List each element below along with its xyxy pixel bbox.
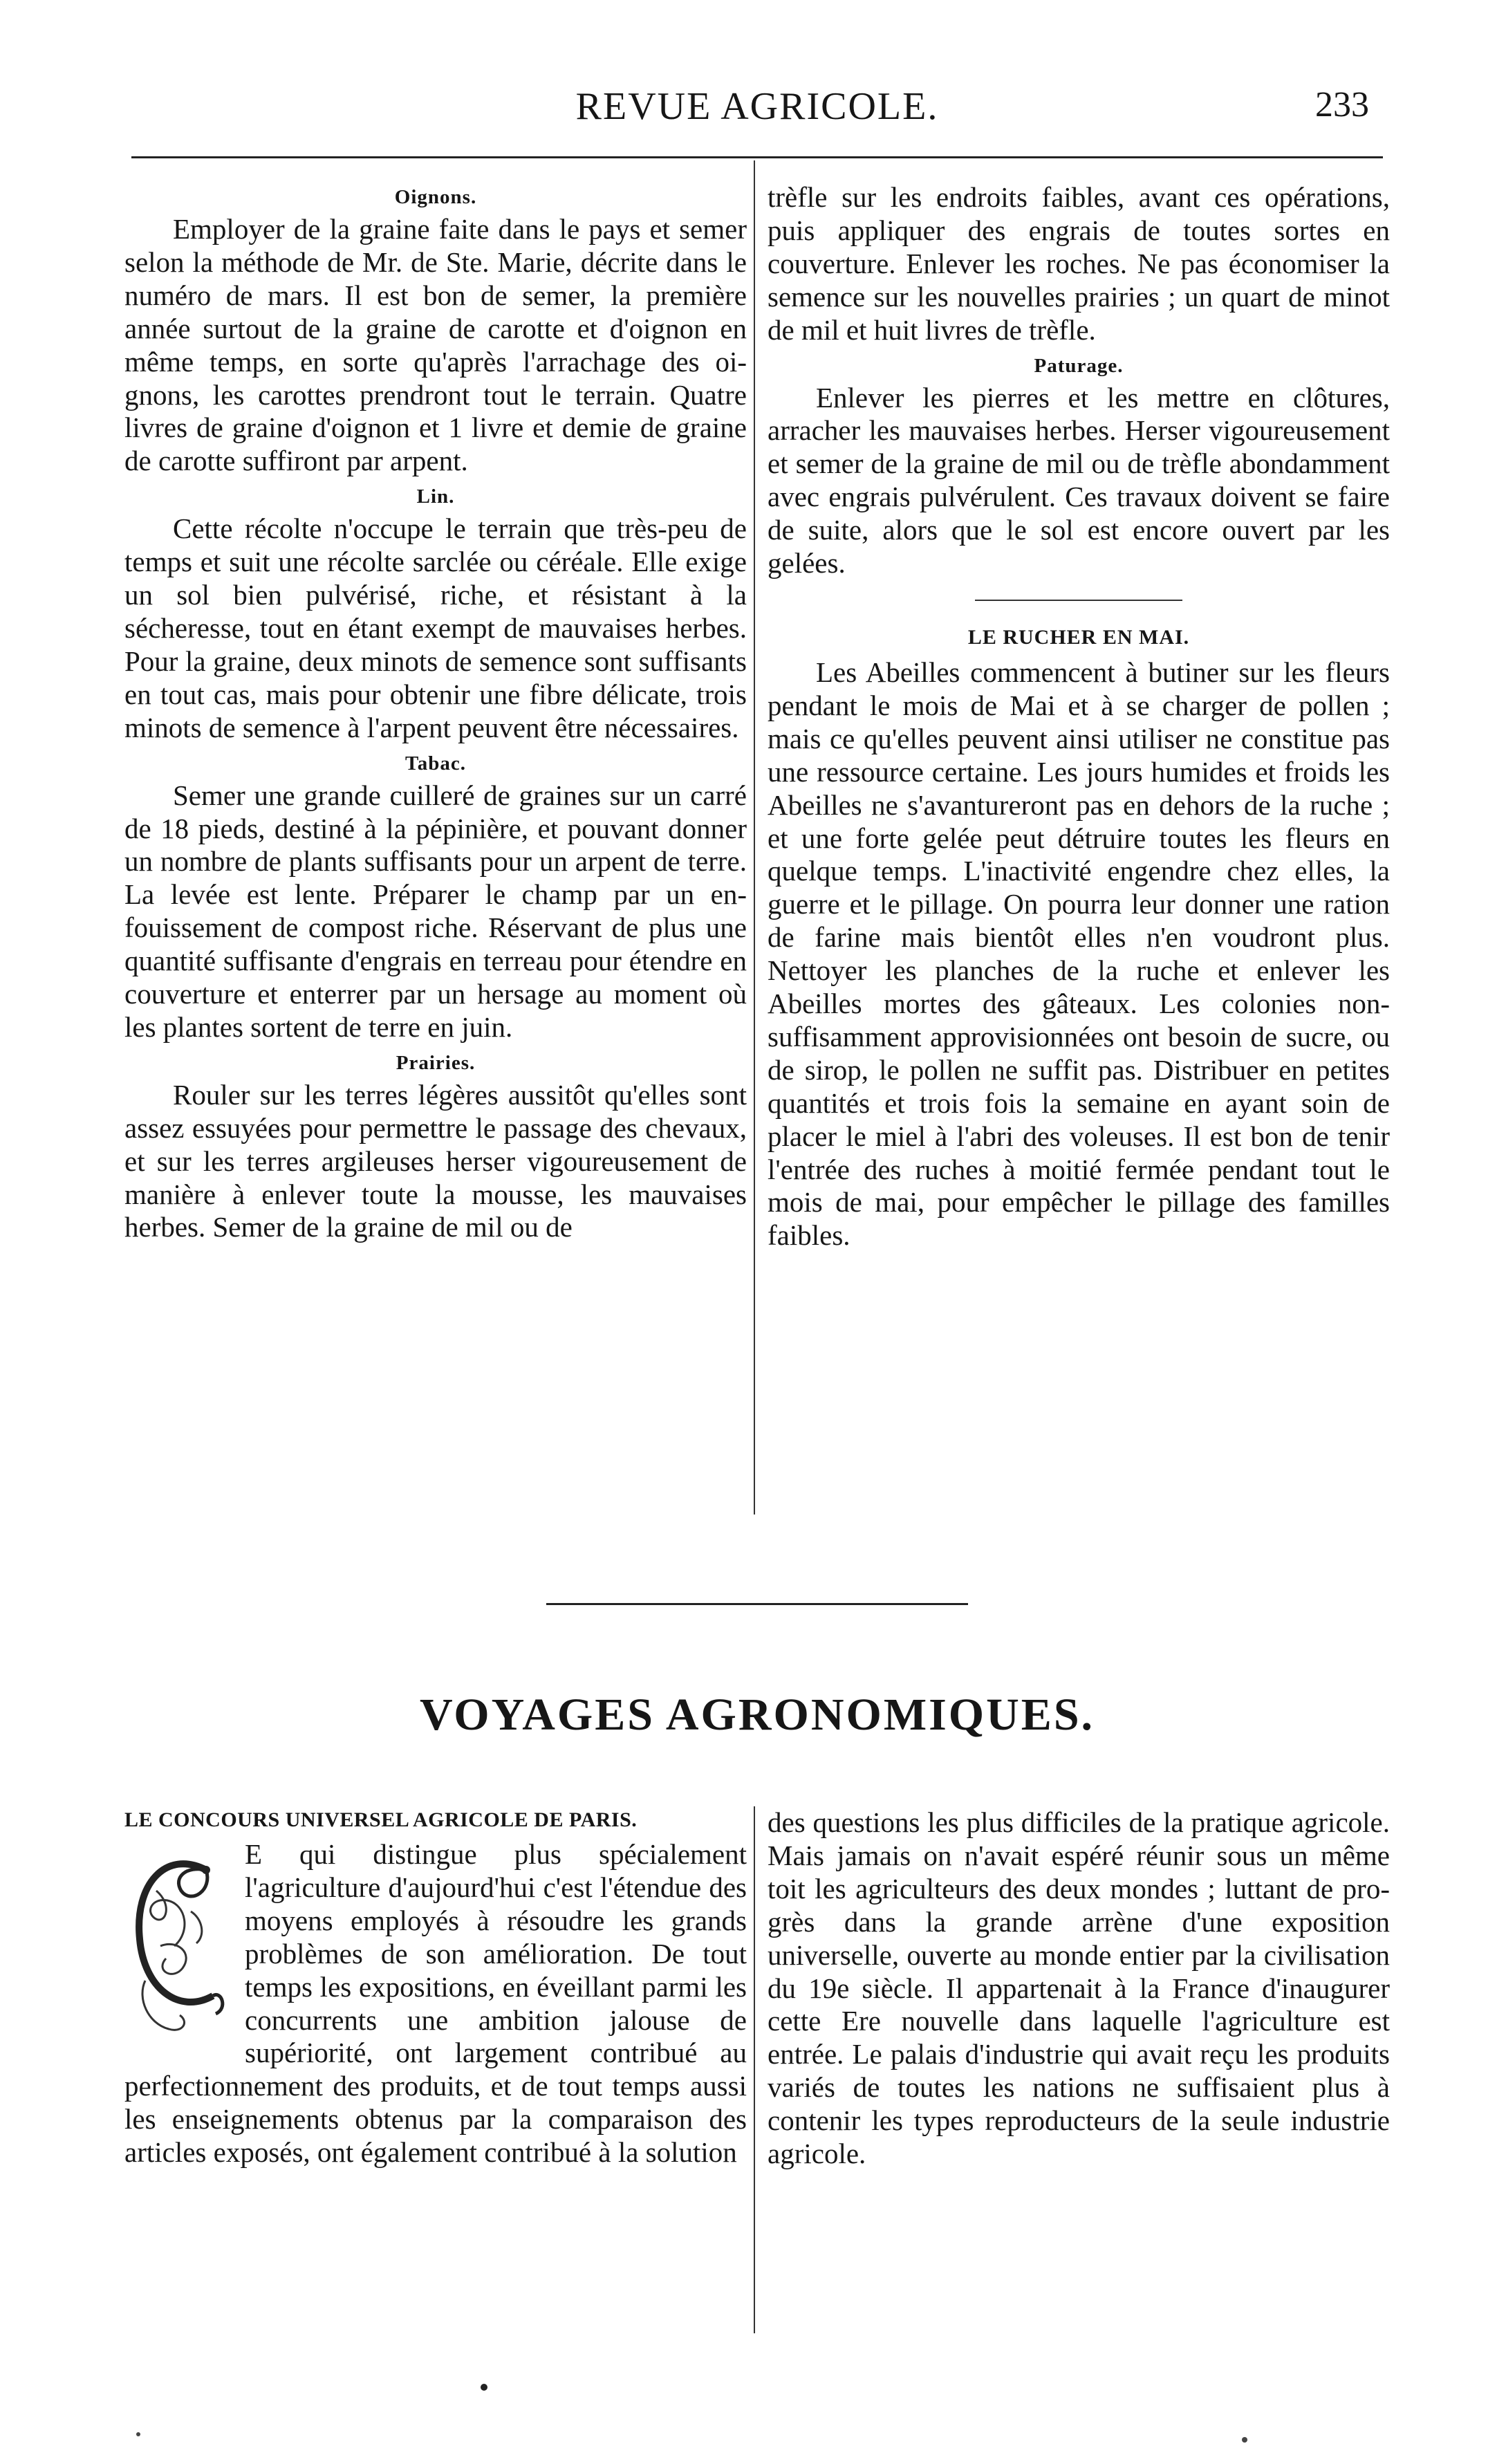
speck [1242,2437,1247,2443]
rucher-heading: LE RUCHER EN MAI. [967,625,1190,649]
tabac-heading: Tabac. [405,752,466,775]
oignons-paragraph: Employer de la graine faite dans le pays et semer selon la méthode de Mr. de Ste. Marie, décrite dans le numéro de mars. Il est bon de semer, la première année surtout de la graine de carotte et d'oignon en même temps, en sorte qu'après l'arrachage des oignons, les carottes prendront tout le terrain. Quatre livres de graine d'oignon et 1 livre et demie de graine de carotte suffiront par arpent. [124,213,747,477]
column-divider-top [754,160,755,1514]
oignons-heading: Oignons. [394,186,477,208]
column-divider-bottom [754,1806,755,2333]
prairies-paragraph: Rouler sur les terres légères aussitôt qu'elles sont assez essuyées pour permettre le passage des chevaux, et sur les terres argileuses herser vigoureusement de manière à enlever toute la mousse, les mauvaises herbes. Semer de la graine de mil ou de [124,1078,747,1243]
left-column-bottom [124,1806,747,2346]
header-rule [131,156,1383,158]
speck [136,2432,140,2436]
article-paragraph-left: E qui distingue plus spécialement l'agriculture d'aujourd'hui c'est l'étendue des moyens employés à résoudre les grands problèmes de son amélioration. De tout temps les expositions, en éveillant parmi les concurrents une ambition jalouse de supériorité, ont largement contribué au perfectionnement des produits, et de tout temps aussi les enseignements obtenus par la comparaison des articles exposés, ont également contribué à la solution [124,1838,747,2169]
prairies-heading: Prairies. [396,1051,476,1074]
article-paragraph-right: des questions les plus difficiles de la pratique agricole. Mais jamais on n'avait espéré réunir sous un même toit les agriculteurs des deux mondes ; luttant de progrès dans la grande arrène d'une exposition universelle, ouverte au monde entier par la civilisation du 19e siècle. Il appartenait à la France d'inaugurer cette Ere nouvelle dans laquelle l'agriculture est entrée. Le palais d'industrie qui avait reçu les produits variés de toutes les nations ne suffisaient plus à contenir les types reproducteurs de la seule industrie agricole. [768,1806,1390,2170]
right-column-top [768,181,1390,1554]
rucher-paragraph: Les Abeilles commencent à butiner sur les fleurs pendant le mois de Mai et à se charger de pollen ; mais ce qu'elles peuvent ainsi utiliser ne constitue pas une ressource certaine. Les jours humides et froids les Abeilles ne s'avantureront pas en dehors de la ruche ; et une forte gelée peut détruire toutes les fleurs en quelque temps. L'inactivité engendre chez elles, la guerre et le pillage. On pourra leur donner une ration de farine mais bientôt elles n'en voudront plus. Nettoyer les planches de la ruche et enlever les Abeilles mortes des gâteaux. Les colonies non-suffisamment approvisionnées ont besoin de sucre, ou de sirop, le pollen ne suffit pas. Distribuer en petites quantités et trois fois la semaine en ayant soin de placer le miel à l'abri des voleuses. Il est bon de tenir l'entrée des ruches à moitié fermée pendant tout le mois de mai, pour empêcher le pillage des familles faibles. [768,656,1390,1252]
section-rule [546,1603,968,1605]
dropcap-ornament [124,1842,235,2050]
speck [481,2384,487,2391]
section-title: VOYAGES AGRONOMIQUES. [419,1689,1095,1740]
right-column-bottom [768,1806,1390,2346]
prairies-continuation: trèfle sur les endroits faibles, avant ces opérations, puis appliquer des engrais de toutes sortes en couverture. Enlever les roches. Ne pas économiser la semence sur les nouvelles prairies ; un quart de minot de mil et huit livres de trèfle. [768,181,1390,346]
paturage-paragraph: Enlever les pierres et les mettre en clôtures, arracher les mauvaises herbes. Herser vigoureusement et semer de la graine de mil ou de trèfle abondamment avec engrais pulvérulent. Ces travaux doivent se faire de suite, alors que le sol est encore ouvert par les gelées. [768,381,1390,580]
page-number: 233 [1315,85,1369,124]
lin-heading: Lin. [416,485,455,508]
article-heading: LE CONCOURS UNIVERSEL AGRICOLE DE PARIS. [124,1808,638,1831]
tabac-paragraph: Semer une grande cuilleré de graines sur un carré de 18 pieds, destiné à la pépinière, et pouvant donner un nombre de plants suffisants pour un arpent de terre. La levée est lente. Préparer le champ par un enfouissement de compost riche. Réservant de plus une quantité suffisante d'engrais en terreau pour étendre en couverture et enterrer par un hersage au moment où les plantes sortent de terre en juin. [124,779,747,1043]
section-separator [975,600,1182,601]
lin-paragraph: Cette récolte n'occupe le terrain que très-peu de temps et suit une récolte sarclée ou céréale. Elle exige un sol bien pulvérisé, riche, et résistant à la sécheresse, tout en étant exempt de mauvaises herbes. Pour la graine, deux minots de semence sont suffisants en tout cas, mais pour obtenir une fibre délicate, trois minots de semence à l'arpent peuvent être nécessaires. [124,512,747,743]
page-header [131,84,1383,147]
left-column-top [124,181,747,1554]
paturage-heading: Paturage. [1034,354,1124,377]
running-title: REVUE AGRICOLE. [575,85,939,128]
dropcap-c-icon [124,1842,235,2050]
